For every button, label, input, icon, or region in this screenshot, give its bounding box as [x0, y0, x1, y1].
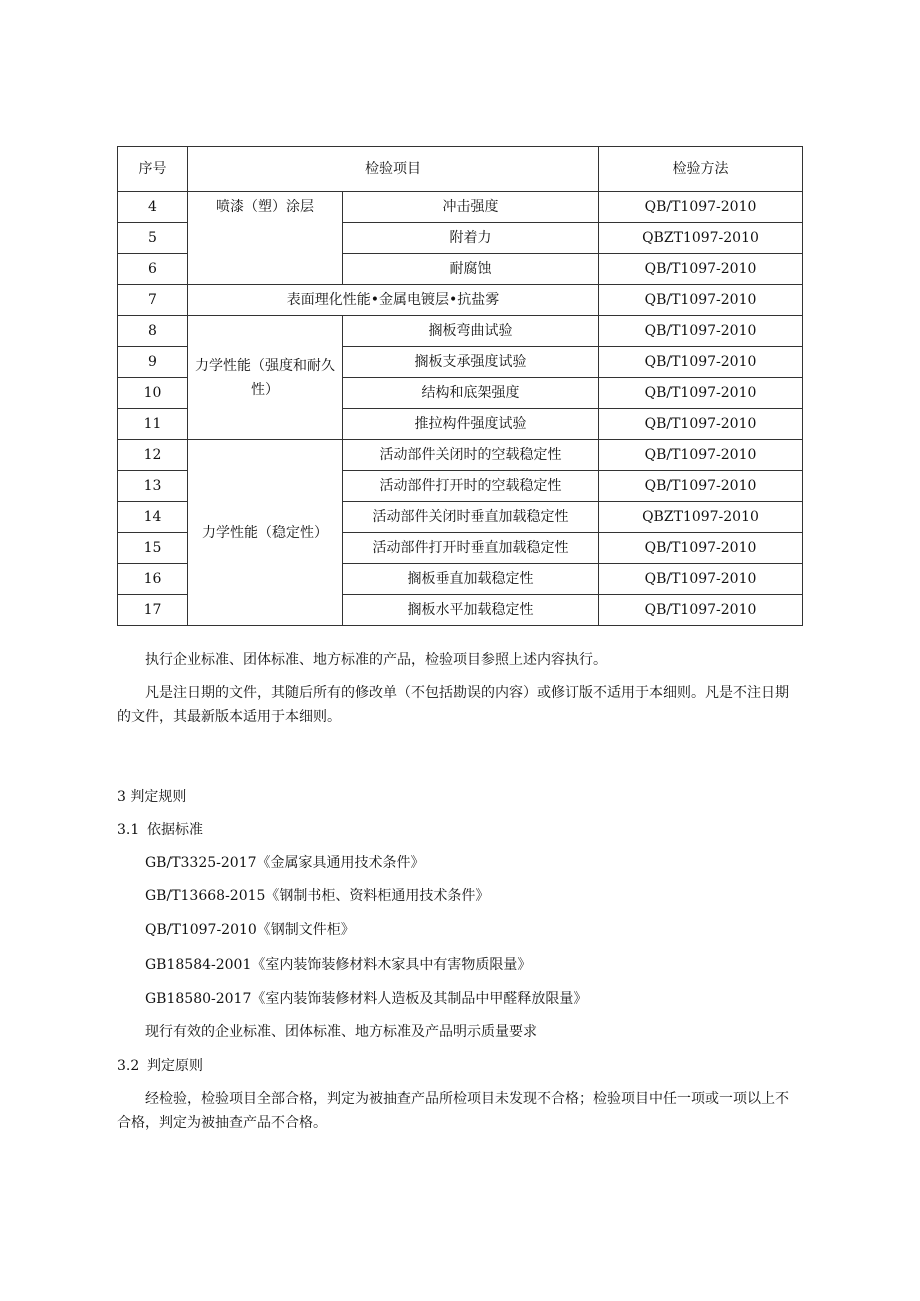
standard-item: GB18584-2001《室内装饰装修材料木家具中有害物质限量》 [145, 957, 532, 973]
row-item: 搁板水平加载稳定性 [343, 595, 599, 626]
standard-item: GB18580-2017《室内装饰装修材料人造板及其制品中甲醛释放限量》 [145, 991, 588, 1007]
table-row [118, 440, 803, 471]
row-item: 搁板支承强度试验 [343, 347, 599, 378]
group-stability: 力学性能（稳定性） [188, 440, 343, 626]
header-item: 检验项目 [188, 147, 599, 192]
section-3-2-number: 3.2 [117, 1058, 140, 1074]
group-coating: 喷漆（塑）涂层 [188, 192, 343, 285]
section-3-title: 3 判定规则 [117, 789, 187, 805]
row-item: 冲击强度 [343, 192, 599, 223]
header-no: 序号 [118, 147, 188, 192]
group-salt-spray: 表面理化性能•金属电镀层•抗盐雾 [188, 285, 599, 316]
row-item: 活动部件打开时的空载稳定性 [343, 471, 599, 502]
row-method: QB/T1097-2010 [599, 595, 803, 626]
row-no: 15 [118, 533, 188, 564]
table-row [118, 192, 803, 223]
standard-item: GB/T13668-2015《钢制书柜、资料柜通用技术条件》 [145, 888, 490, 904]
table-row [118, 285, 803, 316]
row-method: QB/T1097-2010 [599, 192, 803, 223]
row-method: QB/T1097-2010 [599, 316, 803, 347]
row-method: QB/T1097-2010 [599, 378, 803, 409]
row-no: 8 [118, 316, 188, 347]
row-no: 6 [118, 254, 188, 285]
row-method: QB/T1097-2010 [599, 471, 803, 502]
table-row [118, 316, 803, 347]
row-no: 12 [118, 440, 188, 471]
row-no: 7 [118, 285, 188, 316]
row-method: QB/T1097-2010 [599, 440, 803, 471]
group-strength: 力学性能（强度和耐久性） [188, 316, 343, 440]
row-item: 搁板弯曲试验 [343, 316, 599, 347]
row-method: QB/T1097-2010 [599, 409, 803, 440]
row-method: QBZT1097-2010 [599, 223, 803, 254]
row-no: 14 [118, 502, 188, 533]
row-item: 耐腐蚀 [343, 254, 599, 285]
row-no: 5 [118, 223, 188, 254]
inspection-table [117, 146, 803, 626]
principle-paragraph: 经检验，检验项目全部合格，判定为被抽查产品所检项目未发现不合格；检验项目中任一项或一项以上不合格，判定为被抽查产品不合格。 [117, 1091, 789, 1131]
row-no: 9 [118, 347, 188, 378]
row-item: 搁板垂直加载稳定性 [343, 564, 599, 595]
row-item: 结构和底架强度 [343, 378, 599, 409]
standard-item: QB/T1097-2010《钢制文件柜》 [145, 922, 355, 938]
row-no: 17 [118, 595, 188, 626]
row-method: QB/T1097-2010 [599, 347, 803, 378]
table-header-row [118, 147, 803, 192]
standard-item: 现行有效的企业标准、团体标准、地方标准及产品明示质量要求 [145, 1024, 537, 1040]
header-method: 检验方法 [599, 147, 803, 192]
row-no: 11 [118, 409, 188, 440]
row-no: 4 [118, 192, 188, 223]
note-paragraph-2: 凡是注日期的文件，其随后所有的修改单（不包括勘误的内容）或修订版不适用于本细则。凡是不注日期的文件，其最新版本适用于本细则。 [117, 685, 789, 725]
row-no: 16 [118, 564, 188, 595]
row-method: QB/T1097-2010 [599, 564, 803, 595]
row-no: 13 [118, 471, 188, 502]
row-item: 附着力 [343, 223, 599, 254]
section-3-2-title: 判定原则 [147, 1058, 203, 1074]
section-3-1-title: 依据标准 [147, 822, 203, 838]
row-method: QB/T1097-2010 [599, 254, 803, 285]
row-item: 推拉构件强度试验 [343, 409, 599, 440]
section-3-1-number: 3.1 [117, 822, 140, 838]
row-method: QB/T1097-2010 [599, 285, 803, 316]
row-item: 活动部件关闭时的空载稳定性 [343, 440, 599, 471]
note-paragraph-1: 执行企业标准、团体标准、地方标准的产品，检验项目参照上述内容执行。 [145, 652, 607, 668]
row-item: 活动部件关闭时垂直加载稳定性 [343, 502, 599, 533]
row-item: 活动部件打开时垂直加载稳定性 [343, 533, 599, 564]
row-method: QB/T1097-2010 [599, 533, 803, 564]
standard-item: GB/T3325-2017《金属家具通用技术条件》 [145, 855, 425, 871]
row-method: QBZT1097-2010 [599, 502, 803, 533]
row-no: 10 [118, 378, 188, 409]
